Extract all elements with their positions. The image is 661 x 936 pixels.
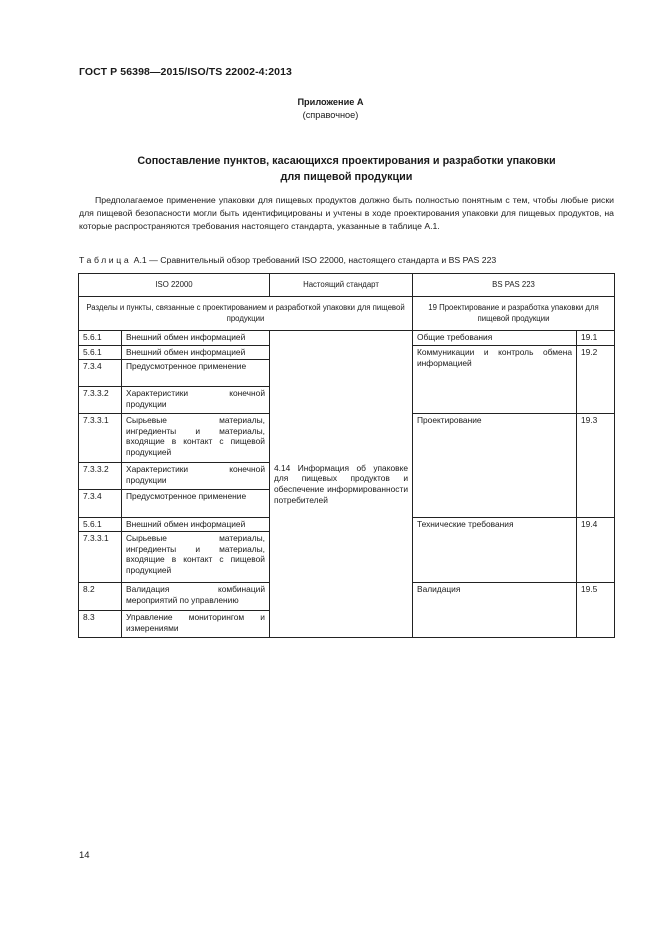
subheader-bs: 19 Проектирование и разработка упаковки для пищевой продукции — [413, 297, 615, 331]
table-caption-text: А.1 — Сравнительный обзор требований ISO 22000, настоящего стандарта и BS PAS 223 — [131, 255, 497, 265]
document-code: ГОСТ Р 56398—2015/ISO/TS 22002-4:2013 — [79, 66, 292, 78]
page-number: 14 — [79, 850, 90, 861]
bs-clause-number: 19.1 — [577, 331, 615, 346]
iso-clause-number: 7.3.4 — [79, 360, 122, 387]
annex-subtitle: (справочное) — [302, 110, 359, 120]
section-heading — [79, 153, 614, 185]
iso-clause-title: Предусмотренное применение — [122, 360, 270, 387]
table-caption-label: Таблица — [79, 255, 132, 265]
iso-clause-title: Валидация комбинаций мероприятий по управлению — [122, 583, 270, 611]
bs-clause-number: 19.5 — [577, 583, 615, 638]
annex-header — [0, 96, 661, 122]
bs-clause-title: Коммуникации и контроль обмена информацией — [413, 346, 577, 414]
intro-paragraph: Предполагаемое применение упаковки для пищевых продуктов должно быть полностью понятным с тем, чтобы любые риски для пищевой безопасности могли быть идентифицированы и учтены в ходе проектирования упаковки для пищевых продуктов, на которые распространяются требования настоящего стандарта, указанные в таблице А.1. — [79, 195, 614, 232]
heading-line-1: Сопоставление пунктов, касающихся проектирования и разработки упаковки — [137, 155, 556, 167]
iso-clause-number: 7.3.3.2 — [79, 387, 122, 414]
bs-clause-title: Валидация — [413, 583, 577, 638]
table-caption — [79, 255, 496, 265]
iso-clause-number: 7.3.3.2 — [79, 463, 122, 490]
bs-clause-title: Технические требования — [413, 518, 577, 583]
iso-clause-title: Внешний обмен информацией — [122, 518, 270, 532]
iso-clause-title: Характеристики конечной продукции — [122, 463, 270, 490]
iso-clause-number: 5.6.1 — [79, 518, 122, 532]
iso-clause-title: Предусмотренное применение — [122, 490, 270, 518]
iso-clause-number: 5.6.1 — [79, 346, 122, 360]
bs-clause-title: Общие требования — [413, 331, 577, 346]
subheader-iso: Разделы и пункты, связанные с проектированием и разработкой упаковки для пищевой продукции — [79, 297, 413, 331]
bs-clause-number: 19.3 — [577, 414, 615, 518]
iso-clause-number: 7.3.3.1 — [79, 414, 122, 463]
iso-clause-number: 7.3.4 — [79, 490, 122, 518]
iso-clause-title: Внешний обмен информацией — [122, 346, 270, 360]
bs-clause-number: 19.4 — [577, 518, 615, 583]
iso-clause-title: Сырьевые материалы, ингредиенты и материалы, входящие в контакт с пищевой продукцией — [122, 532, 270, 583]
bs-clause-title: Проектирование — [413, 414, 577, 518]
iso-clause-title: Управление мониторингом и измерениями — [122, 611, 270, 638]
header-bs: BS PAS 223 — [413, 274, 615, 297]
iso-clause-number: 8.3 — [79, 611, 122, 638]
annex-title: Приложение А — [297, 97, 364, 107]
heading-line-2: для пищевой продукции — [280, 171, 413, 183]
iso-clause-number: 7.3.3.1 — [79, 532, 122, 583]
header-standard: Настоящий стандарт — [270, 274, 413, 297]
bs-clause-number: 19.2 — [577, 346, 615, 414]
standard-clause: 4.14 Информация об упаковке для пищевых продуктов и обеспечение информированности потребителей — [270, 331, 413, 638]
iso-clause-title: Сырьевые материалы, ингредиенты и материалы, входящие в контакт с пищевой продукцией — [122, 414, 270, 463]
header-iso: ISO 22000 — [79, 274, 270, 297]
comparison-table — [78, 273, 615, 638]
iso-clause-title: Внешний обмен информацией — [122, 331, 270, 346]
iso-clause-number: 5.6.1 — [79, 331, 122, 346]
iso-clause-number: 8.2 — [79, 583, 122, 611]
iso-clause-title: Характеристики конечной продукции — [122, 387, 270, 414]
